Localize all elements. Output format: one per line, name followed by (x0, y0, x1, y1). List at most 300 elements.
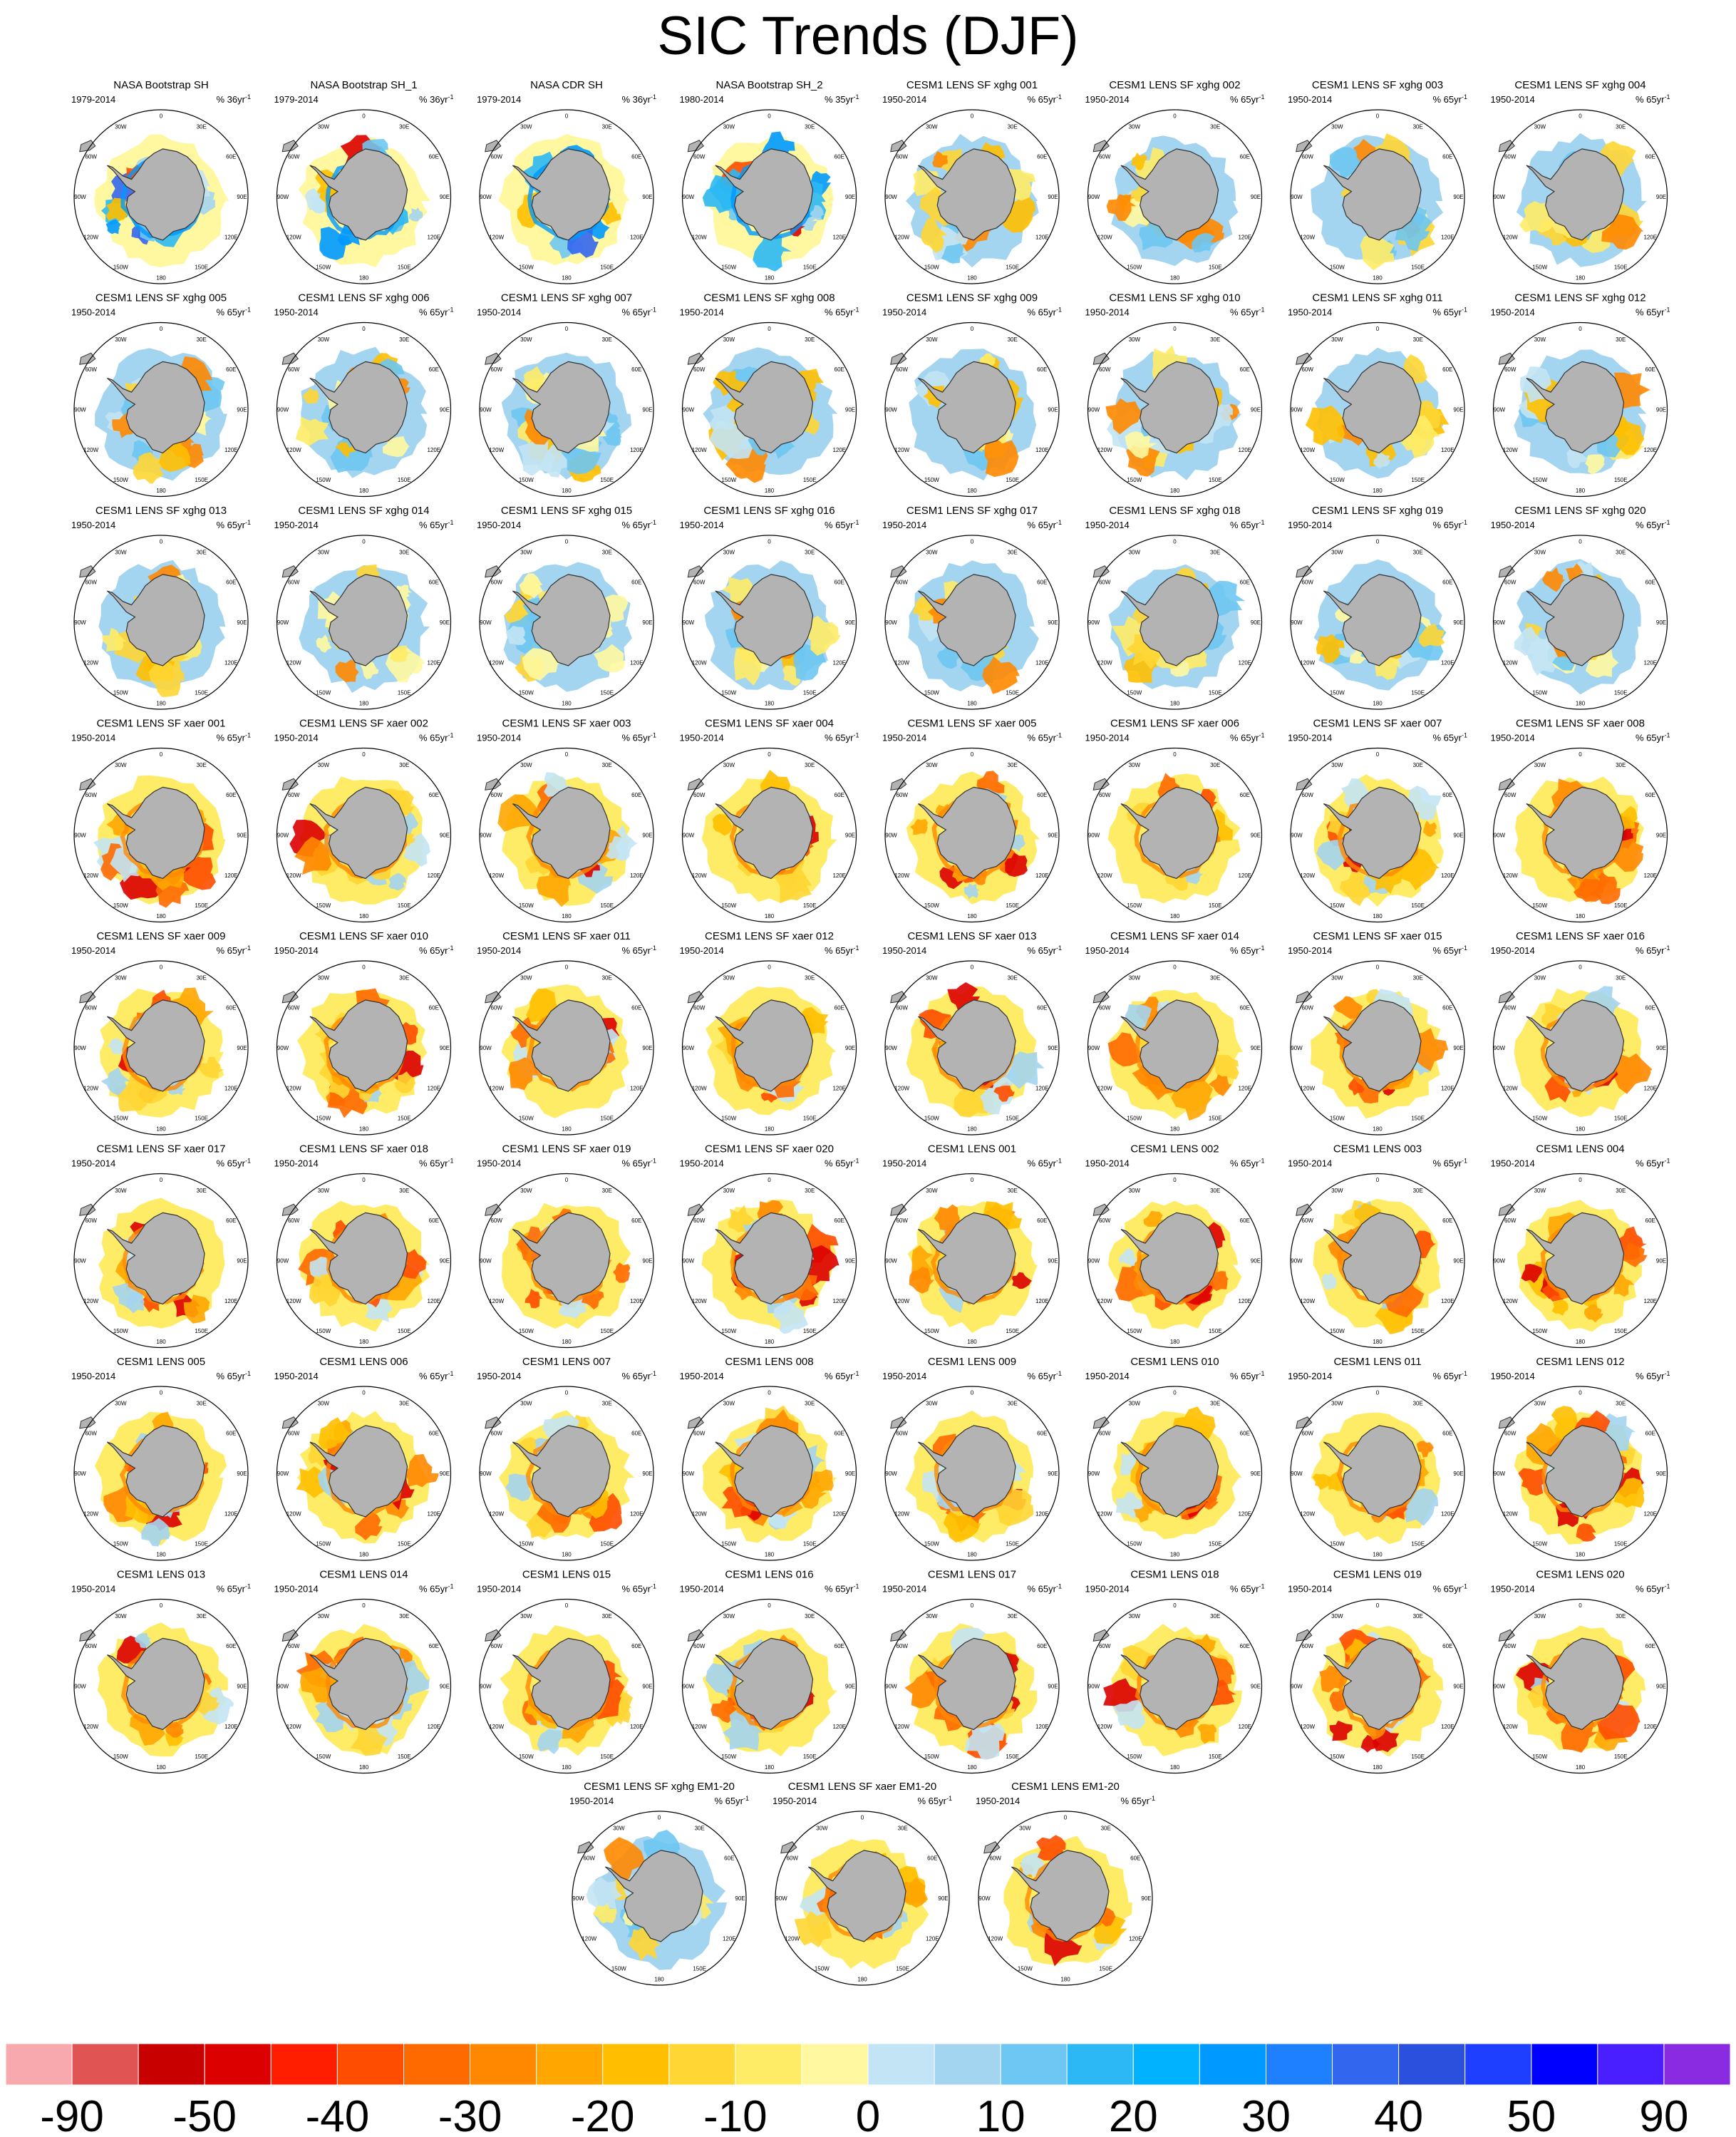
meridian-label: 90W (277, 619, 289, 626)
meridian-label: 0 (1173, 751, 1177, 758)
meridian-label: 150W (1127, 1753, 1142, 1760)
panel-period: 1950-2014 (882, 945, 927, 956)
meridian-label: 60E (1645, 1004, 1655, 1011)
meridian-label: 30E (1210, 336, 1221, 344)
map-panel (477, 292, 656, 497)
meridian-label: 120E (1035, 1298, 1049, 1305)
meridian-label: 150E (1411, 264, 1425, 271)
meridian-label: 90E (642, 194, 653, 200)
meridian-label: 120W (691, 659, 707, 666)
map-panel (1491, 718, 1670, 922)
meridian-label: 60E (1442, 1004, 1453, 1011)
meridian-label: 60E (1442, 791, 1453, 798)
colorbar-swatch (1598, 2044, 1664, 2085)
meridian-label: 60E (428, 366, 439, 373)
meridian-label: 30E (805, 1188, 815, 1195)
meridian-label: 90W (480, 832, 492, 839)
meridian-label: 150E (1613, 476, 1628, 483)
meridian-label: 150E (397, 476, 411, 483)
meridian-label: 90E (1250, 1471, 1261, 1477)
meridian-label: 120E (832, 1724, 847, 1731)
meridian-label: 0 (970, 1389, 974, 1396)
colorbar-swatch (470, 2044, 537, 2085)
meridian-label: 60E (1645, 791, 1655, 798)
meridian-label: 0 (768, 751, 771, 758)
meridian-label: 150E (1006, 1753, 1020, 1760)
meridian-label: 60E (1645, 1217, 1655, 1224)
meridian-label: 0 (1579, 538, 1582, 545)
meridian-label: 90W (74, 1257, 86, 1265)
meridian-label: 30W (1534, 123, 1546, 130)
meridian-label: 150E (1208, 476, 1222, 483)
panel-period: 1950-2014 (1490, 520, 1535, 530)
meridian-label: 150W (113, 689, 128, 696)
meridian-label: 60E (1645, 579, 1655, 586)
panel-title: CESM1 LENS 002 (1130, 1143, 1219, 1155)
meridian-label: 60W (1098, 791, 1111, 798)
meridian-label: 0 (657, 1814, 661, 1821)
meridian-label: 150E (1006, 902, 1020, 909)
panel-period: 1950-2014 (679, 1371, 724, 1381)
meridian-label: 90E (1048, 619, 1058, 626)
meridian-label: 30W (723, 974, 735, 982)
meridian-label: 90E (1655, 832, 1667, 839)
meridian-label: 30E (805, 1613, 815, 1620)
meridian-label: 150W (1127, 1115, 1142, 1122)
meridian-label: 120W (286, 872, 301, 880)
meridian-label: 120E (1238, 659, 1252, 666)
meridian-label: 120W (83, 234, 99, 241)
meridian-label: 30W (1331, 1613, 1343, 1620)
panel-period: 1950-2014 (1288, 732, 1333, 743)
meridian-label: 120E (1440, 447, 1455, 454)
meridian-label: 30E (897, 1825, 908, 1832)
meridian-label: 150E (397, 902, 411, 909)
meridian-label: 120W (691, 1298, 707, 1305)
meridian-label: 60E (226, 153, 237, 160)
colorbar-label: 0 (855, 2092, 881, 2137)
map-panel (1288, 79, 1467, 284)
meridian-label: 150W (1532, 1115, 1548, 1122)
meridian-label: 30W (520, 1613, 532, 1620)
panel-unit: % $65yr^{-1}$ (1432, 944, 1467, 956)
meridian-label: 30E (601, 1400, 612, 1407)
meridian-label: 60E (1037, 153, 1048, 160)
panel-period: 1950-2014 (882, 1158, 927, 1169)
meridian-label: 120W (1097, 234, 1112, 241)
meridian-label: 120W (83, 1510, 99, 1518)
meridian-label: 180 (358, 488, 369, 494)
map-panel (274, 718, 454, 922)
meridian-label: 120E (224, 1085, 238, 1092)
meridian-label: 60W (693, 1217, 706, 1224)
page-title: SIC Trends (DJF) (657, 6, 1079, 66)
panel-period: 1950-2014 (71, 520, 116, 530)
meridian-label: 150E (1006, 689, 1020, 696)
meridian-label: 90E (1048, 1257, 1058, 1265)
meridian-label: 60E (1442, 1430, 1453, 1437)
map-panel (1288, 1569, 1467, 1773)
panel-unit: % $65yr^{-1}$ (1636, 1370, 1670, 1381)
panel-title: CESM1 LENS SF xghg 008 (703, 292, 835, 304)
meridian-label: 180 (1373, 913, 1383, 920)
meridian-label: 30W (926, 1188, 938, 1195)
meridian-label: 60E (1037, 579, 1048, 586)
meridian-label: 120W (894, 447, 910, 454)
meridian-label: 150W (1127, 902, 1142, 909)
panel-period: 1950-2014 (1085, 94, 1130, 105)
panel-period: 1950-2014 (477, 1583, 522, 1595)
meridian-label: 120W (1097, 1298, 1112, 1305)
meridian-label: 30E (1412, 1613, 1423, 1620)
meridian-label: 150W (1127, 1540, 1142, 1548)
meridian-label: 90E (237, 406, 247, 413)
meridian-label: 30E (805, 549, 815, 556)
meridian-label: 90E (237, 1683, 247, 1690)
meridian-label: 150E (397, 1115, 411, 1122)
panel-title: CESM1 LENS 015 (522, 1568, 611, 1581)
meridian-label: 30W (723, 549, 735, 556)
meridian-label: 120E (1643, 447, 1658, 454)
meridian-label: 90E (1250, 1683, 1261, 1690)
meridian-label: 60W (786, 1855, 798, 1862)
meridian-label: 120E (1440, 1510, 1455, 1518)
meridian-label: 90W (277, 1257, 289, 1265)
meridian-label: 150E (1208, 902, 1222, 909)
panel-unit: % $65yr^{-1}$ (825, 1157, 859, 1169)
meridian-label: 60W (1098, 366, 1111, 373)
meridian-label: 90E (237, 619, 247, 626)
panel-title: NASA Bootstrap SH_1 (310, 79, 418, 91)
meridian-label: 60E (631, 1004, 642, 1011)
meridian-label: 90E (844, 1683, 856, 1690)
meridian-label: 120E (224, 872, 238, 880)
panel-title: CESM1 LENS SF xaer 009 (96, 930, 226, 942)
panel-period: 1950-2014 (1490, 307, 1535, 318)
panel-unit: % $65yr^{-1}$ (1636, 519, 1670, 530)
meridian-label: 90E (1655, 1683, 1667, 1690)
panel-unit: % $65yr^{-1}$ (1432, 731, 1467, 743)
meridian-label: 60W (1504, 366, 1517, 373)
panel-period: 1950-2014 (679, 945, 724, 956)
meridian-label: 90E (938, 1895, 949, 1902)
meridian-label: 90W (480, 1683, 492, 1690)
meridian-label: 60W (1504, 791, 1517, 798)
meridian-label: 60E (631, 1217, 642, 1224)
meridian-label: 30E (1210, 974, 1221, 982)
meridian-label: 90E (1048, 832, 1058, 839)
panel-unit: % $65yr^{-1}$ (216, 944, 251, 956)
meridian-label: 90E (439, 406, 450, 413)
meridian-label: 90W (1493, 832, 1506, 839)
colorbar-label: -30 (438, 2092, 502, 2137)
meridian-label: 90W (885, 619, 897, 626)
meridian-label: 150E (1411, 476, 1425, 483)
panel-unit: % $65yr^{-1}$ (419, 731, 454, 743)
meridian-label: 150E (1208, 1327, 1222, 1334)
meridian-label: 180 (358, 1764, 369, 1771)
meridian-label: 90E (1655, 406, 1667, 413)
map-panel (680, 292, 859, 497)
meridian-label: 0 (564, 113, 569, 120)
meridian-label: 150W (316, 1115, 331, 1122)
meridian-label: 0 (362, 113, 366, 120)
meridian-label: 120E (1035, 234, 1049, 241)
meridian-label: 120E (1440, 1724, 1455, 1731)
meridian-label: 0 (1375, 1602, 1380, 1609)
meridian-label: 0 (970, 1602, 974, 1609)
panel-unit: % $65yr^{-1}$ (419, 944, 454, 956)
panel-unit: % $65yr^{-1}$ (1230, 306, 1265, 318)
meridian-label: 120E (832, 872, 847, 880)
meridian-label: 120W (286, 1510, 301, 1518)
map-panel (1491, 1569, 1670, 1773)
panel-unit: % $65yr^{-1}$ (1027, 519, 1062, 530)
meridian-label: 120W (1097, 1085, 1112, 1092)
map-panel (274, 1143, 454, 1348)
map-panel (1085, 1143, 1265, 1348)
meridian-label: 60E (1442, 366, 1453, 373)
panel-unit: % $65yr^{-1}$ (1230, 1157, 1265, 1169)
meridian-label: 30E (1616, 974, 1626, 982)
panel-unit: % $65yr^{-1}$ (825, 731, 859, 743)
panel-title: CESM1 LENS SF xghg 010 (1109, 292, 1241, 304)
panel-unit: % $65yr^{-1}$ (216, 1157, 251, 1169)
meridian-label: 30W (1534, 1613, 1546, 1620)
meridian-label: 180 (764, 1764, 775, 1771)
meridian-label: 90E (237, 1471, 247, 1477)
meridian-label: 60W (1504, 1642, 1517, 1649)
panel-period: 1950-2014 (882, 732, 927, 743)
meridian-label: 90W (885, 1257, 897, 1265)
meridian-label: 90W (74, 619, 86, 626)
panel-unit: % $65yr^{-1}$ (216, 731, 251, 743)
meridian-label: 90E (1048, 1683, 1058, 1690)
meridian-label: 90E (237, 1045, 247, 1051)
meridian-label: 150E (1411, 1753, 1425, 1760)
panel-period: 1950-2014 (1085, 945, 1130, 956)
meridian-label: 180 (1169, 1764, 1180, 1771)
meridian-label: 60E (226, 1430, 237, 1437)
meridian-label: 150E (1006, 264, 1020, 271)
meridian-label: 30W (520, 1188, 532, 1195)
meridian-label: 30W (1128, 1188, 1141, 1195)
meridian-label: 150E (1613, 902, 1628, 909)
meridian-label: 180 (1575, 488, 1586, 494)
meridian-label: 30E (1412, 336, 1423, 344)
meridian-label: 90W (1087, 832, 1100, 839)
meridian-label: 30W (115, 336, 127, 344)
meridian-label: 30E (601, 1188, 612, 1195)
meridian-label: 120W (1502, 1510, 1518, 1518)
meridian-label: 30E (196, 336, 207, 344)
meridian-label: 30E (1616, 1400, 1626, 1407)
meridian-label: 90W (480, 406, 492, 413)
map-panel (477, 505, 656, 709)
meridian-label: 0 (768, 1389, 771, 1396)
panel-title: CESM1 LENS SF xaer EM1-20 (787, 1781, 937, 1793)
meridian-label: 150E (1208, 1540, 1222, 1548)
meridian-label: 30E (1412, 762, 1423, 769)
meridian-label: 90E (237, 1257, 247, 1265)
meridian-label: 60W (287, 1004, 300, 1011)
meridian-label: 60W (1301, 579, 1313, 586)
panel-unit: % $65yr^{-1}$ (1636, 731, 1670, 743)
panel-title: CESM1 LENS 013 (116, 1568, 206, 1581)
meridian-label: 90W (1291, 1045, 1303, 1051)
meridian-label: 150E (1006, 1540, 1020, 1548)
meridian-label: 180 (1373, 1551, 1383, 1558)
colorbar-swatch (1399, 2044, 1465, 2085)
meridian-label: 30E (196, 1613, 207, 1620)
meridian-label: 90E (642, 832, 653, 839)
meridian-label: 150E (1613, 689, 1628, 696)
meridian-label: 30W (317, 1400, 330, 1407)
meridian-label: 0 (159, 751, 163, 758)
panel-title: CESM1 LENS 009 (927, 1356, 1017, 1368)
meridian-label: 0 (1063, 1814, 1068, 1821)
meridian-label: 120W (489, 1298, 505, 1305)
meridian-label: 0 (970, 538, 974, 545)
meridian-label: 150W (113, 1540, 128, 1548)
meridian-label: 90W (1087, 1257, 1100, 1265)
meridian-label: 60E (1239, 791, 1250, 798)
colorbar-swatch (138, 2044, 205, 2085)
colorbar-swatch (537, 2044, 603, 2085)
meridian-label: 60W (287, 791, 300, 798)
meridian-label: 60E (226, 579, 237, 586)
meridian-label: 90W (1291, 832, 1303, 839)
meridian-label: 120W (489, 447, 505, 454)
meridian-label: 30E (601, 549, 612, 556)
panel-unit: % $65yr^{-1}$ (1230, 1582, 1265, 1595)
panel-period: 1950-2014 (477, 1158, 522, 1169)
meridian-label: 120E (629, 872, 644, 880)
meridian-label: 0 (1375, 1177, 1380, 1183)
panel-title: CESM1 LENS SF xaer 006 (1110, 717, 1239, 730)
panel-period: 1950-2014 (882, 1583, 927, 1595)
map-panel (680, 505, 859, 709)
panel-period: 1950-2014 (477, 520, 522, 530)
meridian-label: 90E (642, 406, 653, 413)
colorbar-swatch (1664, 2044, 1730, 2085)
meridian-label: 60W (287, 153, 300, 160)
map-panel (569, 1781, 749, 1985)
meridian-label: 90W (1291, 1257, 1303, 1265)
meridian-label: 0 (564, 1602, 569, 1609)
meridian-label: 180 (562, 1126, 572, 1133)
map-panel (680, 79, 859, 284)
meridian-label: 120W (489, 872, 505, 880)
meridian-label: 90W (978, 1895, 991, 1902)
meridian-label: 90W (1087, 1045, 1100, 1051)
panel-period: 1950-2014 (477, 1371, 522, 1381)
meridian-label: 180 (1169, 700, 1180, 707)
panel-title: CESM1 LENS 019 (1333, 1568, 1422, 1581)
panel-unit: % $65yr^{-1}$ (621, 519, 656, 530)
map-panel (1085, 505, 1265, 709)
meridian-label: 150E (1613, 1115, 1628, 1122)
panel-title: CESM1 LENS SF xghg 020 (1514, 505, 1646, 517)
meridian-label: 120W (489, 1085, 505, 1092)
meridian-label: 60W (85, 1004, 97, 1011)
meridian-label: 60W (896, 791, 908, 798)
meridian-label: 120W (988, 1935, 1003, 1942)
meridian-label: 60E (1239, 579, 1250, 586)
meridian-label: 120E (427, 1085, 441, 1092)
meridian-label: 90E (1655, 1045, 1667, 1051)
panel-title: CESM1 LENS SF xghg 014 (298, 505, 430, 517)
meridian-label: 30W (520, 762, 532, 769)
panel-title: CESM1 LENS SF xghg 011 (1312, 292, 1443, 304)
meridian-label: 0 (1173, 964, 1177, 971)
panel-unit: % $65yr^{-1}$ (621, 306, 656, 318)
meridian-label: 150E (397, 264, 411, 271)
panel-title: CESM1 LENS SF xaer 003 (502, 717, 631, 730)
meridian-label: 90E (1453, 1257, 1464, 1265)
meridian-label: 180 (1169, 274, 1180, 282)
meridian-label: 30E (399, 762, 410, 769)
meridian-label: 30E (399, 1188, 410, 1195)
meridian-label: 150W (924, 1327, 939, 1334)
meridian-label: 120W (691, 1510, 707, 1518)
meridian-label: 180 (156, 1339, 166, 1345)
meridian-label: 150E (600, 264, 614, 271)
meridian-label: 120W (894, 1510, 910, 1518)
panel-title: CESM1 LENS SF xaer 016 (1516, 930, 1645, 942)
meridian-label: 60W (896, 1004, 908, 1011)
meridian-label: 90W (1291, 194, 1303, 200)
meridian-label: 180 (1373, 1764, 1383, 1771)
meridian-label: 90W (74, 194, 86, 200)
meridian-label: 30W (1128, 974, 1141, 982)
meridian-label: 0 (362, 538, 366, 545)
panel-unit: % $65yr^{-1}$ (1432, 1582, 1467, 1595)
map-panel (680, 930, 859, 1135)
meridian-label: 30E (196, 123, 207, 130)
meridian-label: 30E (1210, 123, 1221, 130)
meridian-label: 150W (924, 1753, 939, 1760)
meridian-label: 60E (834, 1217, 844, 1224)
meridian-label: 150E (195, 1327, 209, 1334)
meridian-label: 60E (1239, 1217, 1250, 1224)
meridian-label: 60E (1037, 366, 1048, 373)
meridian-label: 30W (520, 974, 532, 982)
map-panel (477, 718, 656, 922)
meridian-label: 150W (316, 264, 331, 271)
panel-title: CESM1 LENS SF xghg 007 (500, 292, 633, 304)
meridian-label: 180 (967, 700, 977, 707)
panel-unit: % $65yr^{-1}$ (1230, 944, 1265, 956)
meridian-label: 180 (156, 1551, 166, 1558)
meridian-label: 120E (832, 659, 847, 666)
panel-period: 1950-2014 (71, 945, 116, 956)
meridian-label: 90W (74, 1471, 86, 1477)
map-panel (274, 930, 454, 1135)
meridian-label: 120W (83, 872, 99, 880)
meridian-label: 150E (600, 476, 614, 483)
meridian-label: 120W (1300, 447, 1316, 454)
meridian-label: 120E (925, 1935, 939, 1942)
colorbar-swatch (669, 2044, 735, 2085)
meridian-label: 150E (195, 1540, 209, 1548)
meridian-label: 150E (397, 689, 411, 696)
meridian-label: 30W (317, 549, 330, 556)
meridian-label: 30E (196, 1188, 207, 1195)
meridian-label: 150W (1532, 1327, 1548, 1334)
meridian-label: 0 (159, 1389, 163, 1396)
meridian-label: 60E (1239, 1642, 1250, 1649)
